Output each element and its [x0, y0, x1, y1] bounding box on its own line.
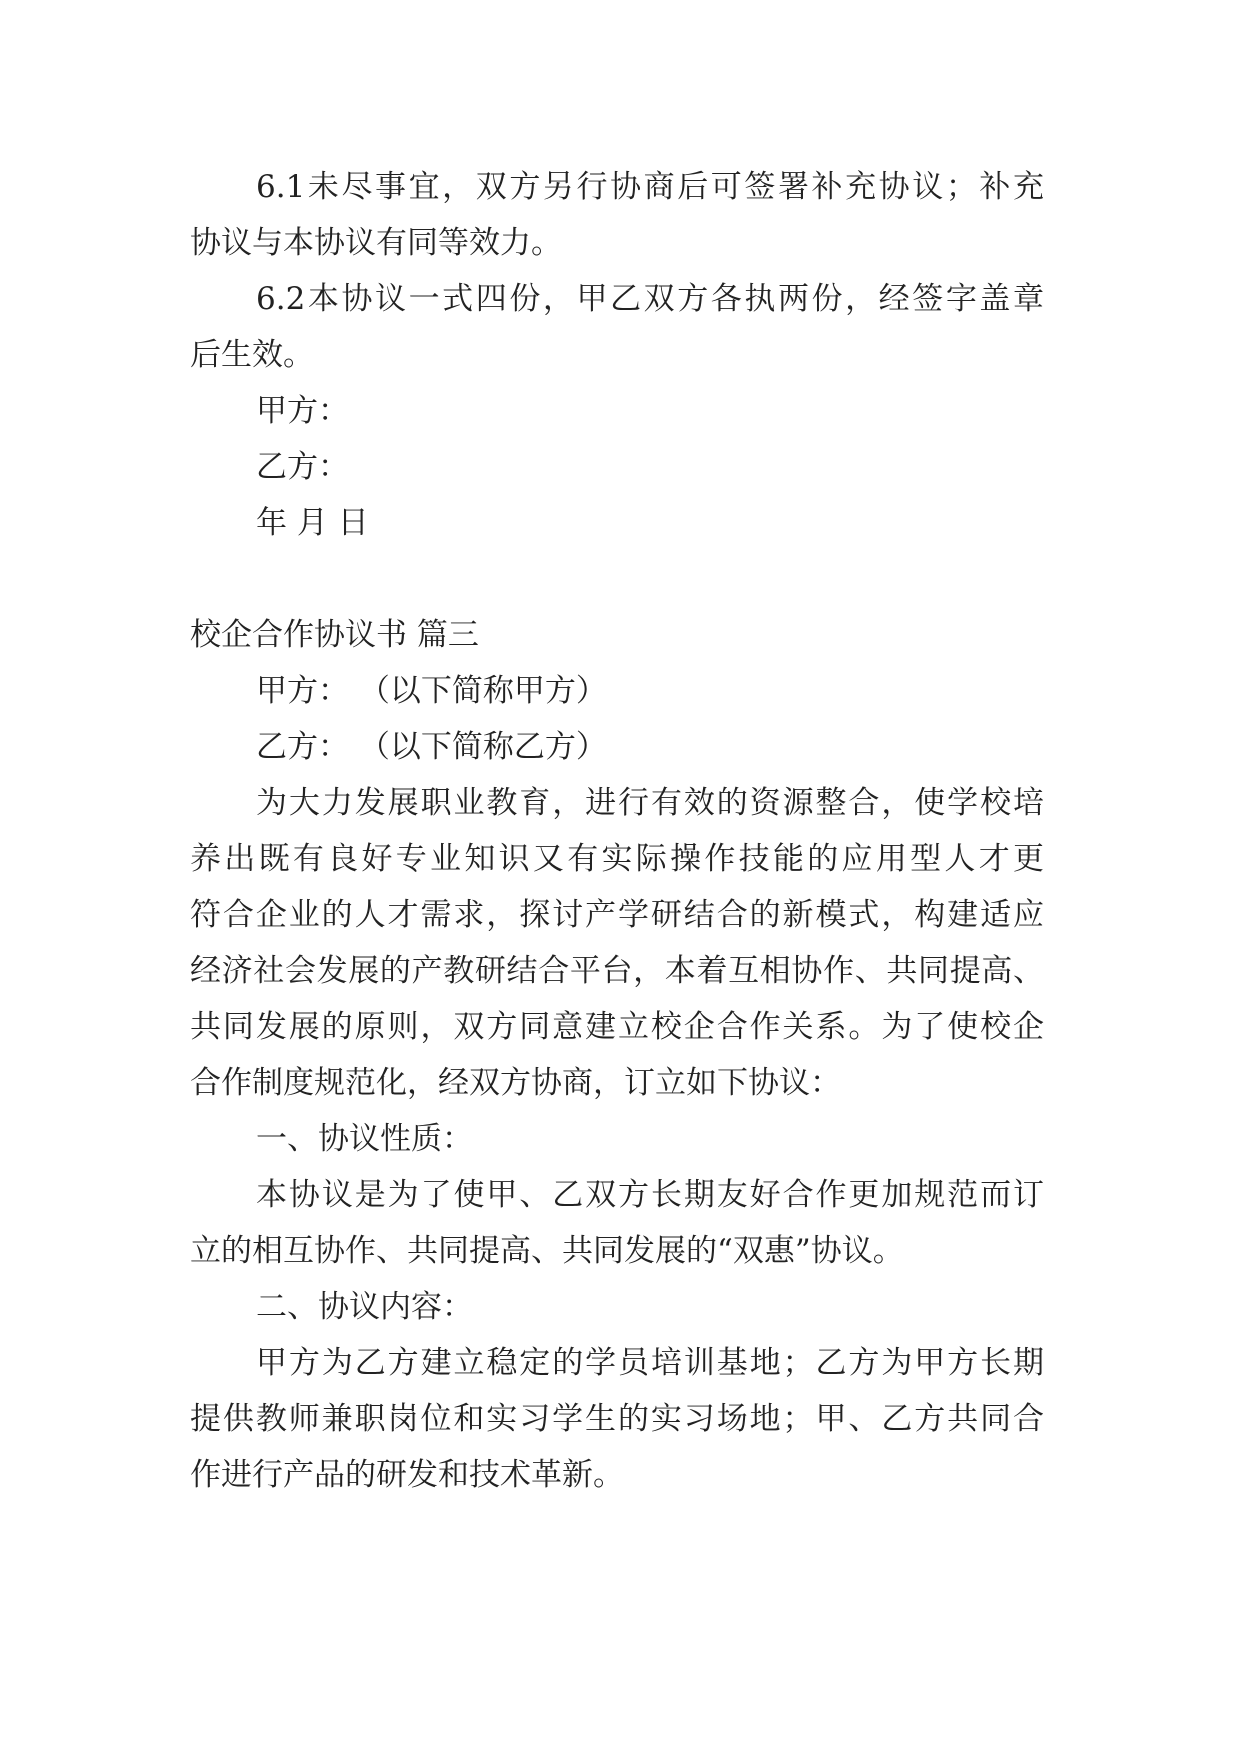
preamble-line-1: 为大力发展职业教育，进行有效的资源整合，使学校培 [256, 785, 1044, 821]
clause-6-2-line-1: 6.2本协议一式四份，甲乙双方各执两份，经签字盖章 [256, 281, 1044, 317]
article-2-line-2: 提供教师兼职岗位和实习学生的实习场地；甲、乙方共同合 [190, 1401, 1044, 1437]
preamble-line-5: 共同发展的原则，双方同意建立校企合作关系。为了使校企 [190, 1009, 1044, 1045]
preamble-line-4: 经济社会发展的产教研结合平台，本着互相协作、共同提高、 [190, 953, 1044, 989]
preamble-line-6: 合作制度规范化，经双方协商，订立如下协议： [190, 1065, 841, 1101]
party-b-line: 乙方： （以下简称乙方） [256, 729, 607, 765]
date-line: 年 月 日 [256, 505, 369, 541]
party-a-signature-label: 甲方： [256, 393, 349, 429]
article-2-line-3: 作进行产品的研发和技术革新。 [190, 1457, 624, 1493]
article-2-line-1: 甲方为乙方建立稳定的学员培训基地；乙方为甲方长期 [256, 1345, 1044, 1381]
clause-6-2-line-2: 后生效。 [190, 337, 314, 373]
preamble-line-2: 养出既有良好专业知识又有实际操作技能的应用型人才更 [190, 841, 1044, 877]
clause-6-1-line-2: 协议与本协议有同等效力。 [190, 225, 562, 261]
party-b-signature-label: 乙方： [256, 449, 349, 485]
preamble-line-3: 符合企业的人才需求，探讨产学研结合的新模式，构建适应 [190, 897, 1044, 933]
article-1-line-2: 立的相互协作、共同提高、共同发展的“双惠”协议。 [190, 1233, 904, 1269]
clause-6-1-line-1: 6.1未尽事宜，双方另行协商后可签署补充协议；补充 [256, 169, 1044, 205]
section-heading: 校企合作协议书 篇三 [190, 617, 479, 653]
article-1-heading: 一、协议性质： [256, 1121, 473, 1157]
article-1-line-1: 本协议是为了使甲、乙双方长期友好合作更加规范而订 [256, 1177, 1044, 1213]
article-2-heading: 二、协议内容： [256, 1289, 473, 1325]
party-a-line: 甲方： （以下简称甲方） [256, 673, 607, 709]
